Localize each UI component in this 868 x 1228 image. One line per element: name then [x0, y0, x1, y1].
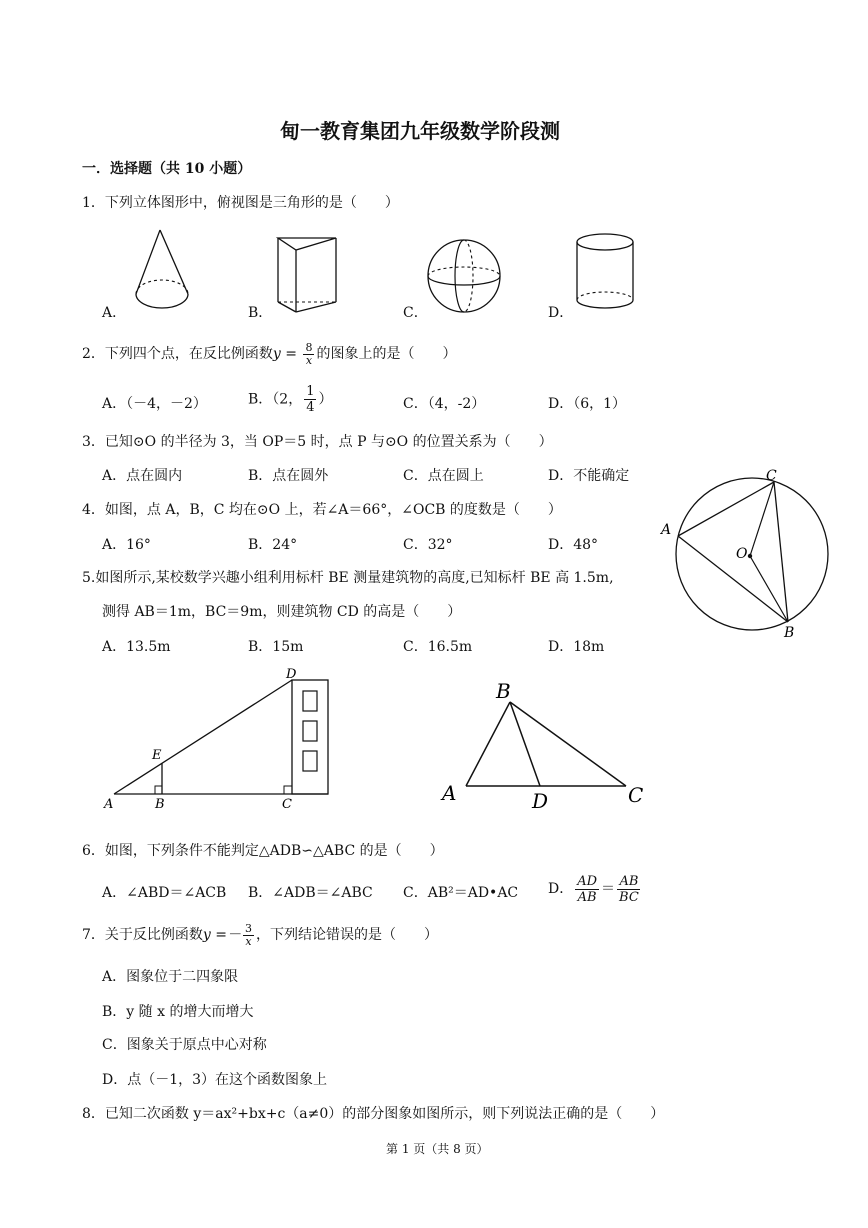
circle-label-c: C: [766, 468, 777, 484]
q3-option-d[interactable]: D．不能确定: [548, 468, 630, 484]
building-label-a: A: [104, 797, 114, 812]
q1-option-d[interactable]: D．: [548, 305, 574, 321]
building-figure: [100, 664, 340, 814]
q2-option-b-post: ）: [318, 391, 333, 408]
building-label-e: E: [152, 748, 162, 763]
sphere-figure: [426, 238, 506, 318]
building-label-c: C: [282, 797, 292, 812]
q6-option-d-den1: AB: [577, 889, 597, 905]
q3-stem: 3．已知⊙O 的半径为 3，当 OP＝5 时，点 P 与⊙O 的位置关系为（ ）: [82, 434, 553, 450]
q6-option-d-frac1: [575, 874, 599, 905]
q2-stem-pre: 2．下列四个点，在反比例函数: [82, 346, 273, 362]
q7-stem-pre: 7．关于反比例函数: [82, 927, 203, 943]
q2-option-a[interactable]: A．（－4，－2）: [102, 396, 207, 412]
cone-figure: [128, 228, 198, 318]
q7-option-c[interactable]: C．图象关于原点中心对称: [102, 1037, 267, 1053]
q7-frac-num: 3: [245, 921, 253, 935]
q4-stem: 4．如图，点 A，B，C 均在⊙O 上，若∠A＝66°，∠OCB 的度数是（ ）: [82, 502, 562, 518]
q2-option-b[interactable]: [248, 384, 332, 415]
q7-option-b[interactable]: B．y 随 x 的增大而增大: [102, 1004, 254, 1020]
circle-label-b: B: [784, 625, 795, 641]
q6-option-b[interactable]: B．∠ADB＝∠ABC: [248, 885, 373, 901]
q4-option-a[interactable]: A．16°: [102, 537, 151, 553]
q7-option-d[interactable]: D．点（－1，3）在这个函数图象上: [102, 1072, 328, 1088]
q2-frac-num: 8: [305, 340, 313, 354]
q2-option-c[interactable]: C．（4，-2）: [403, 396, 486, 412]
q4-option-b[interactable]: B．24°: [248, 537, 298, 553]
q7-func: y =－: [202, 927, 242, 943]
q2-func-eq: =: [280, 346, 302, 362]
triangle-label-b: B: [496, 679, 511, 703]
circle-label-a: A: [661, 522, 672, 538]
q5-option-a[interactable]: A．13.5m: [102, 639, 171, 655]
q2-option-b-pre: B．（2，: [248, 391, 303, 408]
triangle-figure: [436, 680, 656, 815]
page-footer: 第 1 页（共 8 页）: [386, 1142, 489, 1156]
q6-option-d-eq: ＝: [601, 881, 616, 897]
triangle-label-a: A: [442, 781, 457, 805]
q1-option-b[interactable]: B．: [248, 305, 273, 321]
triangle-label-c: C: [628, 783, 644, 807]
cylinder-figure: [574, 232, 638, 316]
q1-stem: 1．下列立体图形中，俯视图是三角形的是（ ）: [82, 195, 399, 211]
q6-option-d-num2: AB: [619, 873, 639, 889]
q5-option-c[interactable]: C．16.5m: [403, 639, 473, 655]
prism-figure: [272, 232, 342, 312]
building-label-b: B: [155, 797, 165, 812]
q3-option-c[interactable]: C．点在圆上: [403, 468, 484, 484]
q2-fraction: [303, 342, 314, 367]
q2-func-y: y: [272, 346, 281, 362]
q2-option-b-fraction: [304, 384, 316, 415]
q4-option-d[interactable]: D．48°: [548, 537, 599, 553]
q6-option-d-num1: AD: [577, 873, 598, 889]
q6-stem: 6．如图，下列条件不能判定△ADB∽△ABC 的是（ ）: [82, 843, 444, 859]
q6-option-d-frac2: [617, 874, 641, 905]
q6-option-d[interactable]: [548, 872, 643, 906]
q8-stem: 8．已知二次函数 y＝ax²+bx+c（a≠0）的部分图象如图所示，则下列说法正确的是（ ）: [82, 1106, 665, 1122]
q7-stem: [82, 921, 438, 949]
q5-stem-line2: 测得 AB＝1m，BC＝9m，则建筑物 CD 的高是（ ）: [102, 604, 462, 620]
q3-option-b[interactable]: B．点在圆外: [248, 468, 329, 484]
q2-option-b-den: 4: [306, 400, 315, 415]
q6-option-d-den2: BC: [619, 889, 639, 905]
section-heading: 一．选择题（共 10 小题）: [82, 161, 252, 177]
q7-option-a[interactable]: A．图象位于二四象限: [102, 969, 239, 985]
q2-option-b-num: 1: [306, 384, 315, 399]
triangle-label-d: D: [532, 789, 549, 813]
q5-option-b[interactable]: B．15m: [248, 639, 304, 655]
q5-option-d[interactable]: D．18m: [548, 639, 605, 655]
q5-stem-line1: 5.如图所示,某校数学兴趣小组利用标杆 BE 测量建筑物的高度,已知标杆 BE 高 1.5m,: [82, 570, 614, 586]
q3-option-a[interactable]: A．点在圆内: [102, 468, 183, 484]
q6-option-c[interactable]: C．AB²＝AD•AC: [403, 885, 519, 901]
q2-stem-post: 的图象上的是（ ）: [316, 346, 457, 362]
q7-fraction: [243, 923, 254, 948]
q1-option-a[interactable]: A．: [102, 305, 127, 321]
page-title: 甸一教育集团九年级数学阶段测: [280, 119, 560, 143]
q4-option-c[interactable]: C．32°: [403, 537, 453, 553]
q6-option-d-pre: D．: [548, 881, 574, 897]
q1-option-c[interactable]: C．: [403, 305, 428, 321]
q7-stem-post: ，下列结论错误的是（ ）: [256, 927, 439, 943]
circle-figure: [658, 462, 838, 642]
q2-frac-den: x: [305, 353, 313, 367]
building-label-d: D: [286, 667, 297, 682]
q6-option-a[interactable]: A．∠ABD＝∠ACB: [102, 885, 227, 901]
circle-label-o: O: [736, 546, 748, 562]
q2-option-d[interactable]: D．（6，1）: [548, 396, 627, 412]
q7-frac-den: x: [245, 934, 252, 948]
q2-stem: [82, 340, 456, 368]
